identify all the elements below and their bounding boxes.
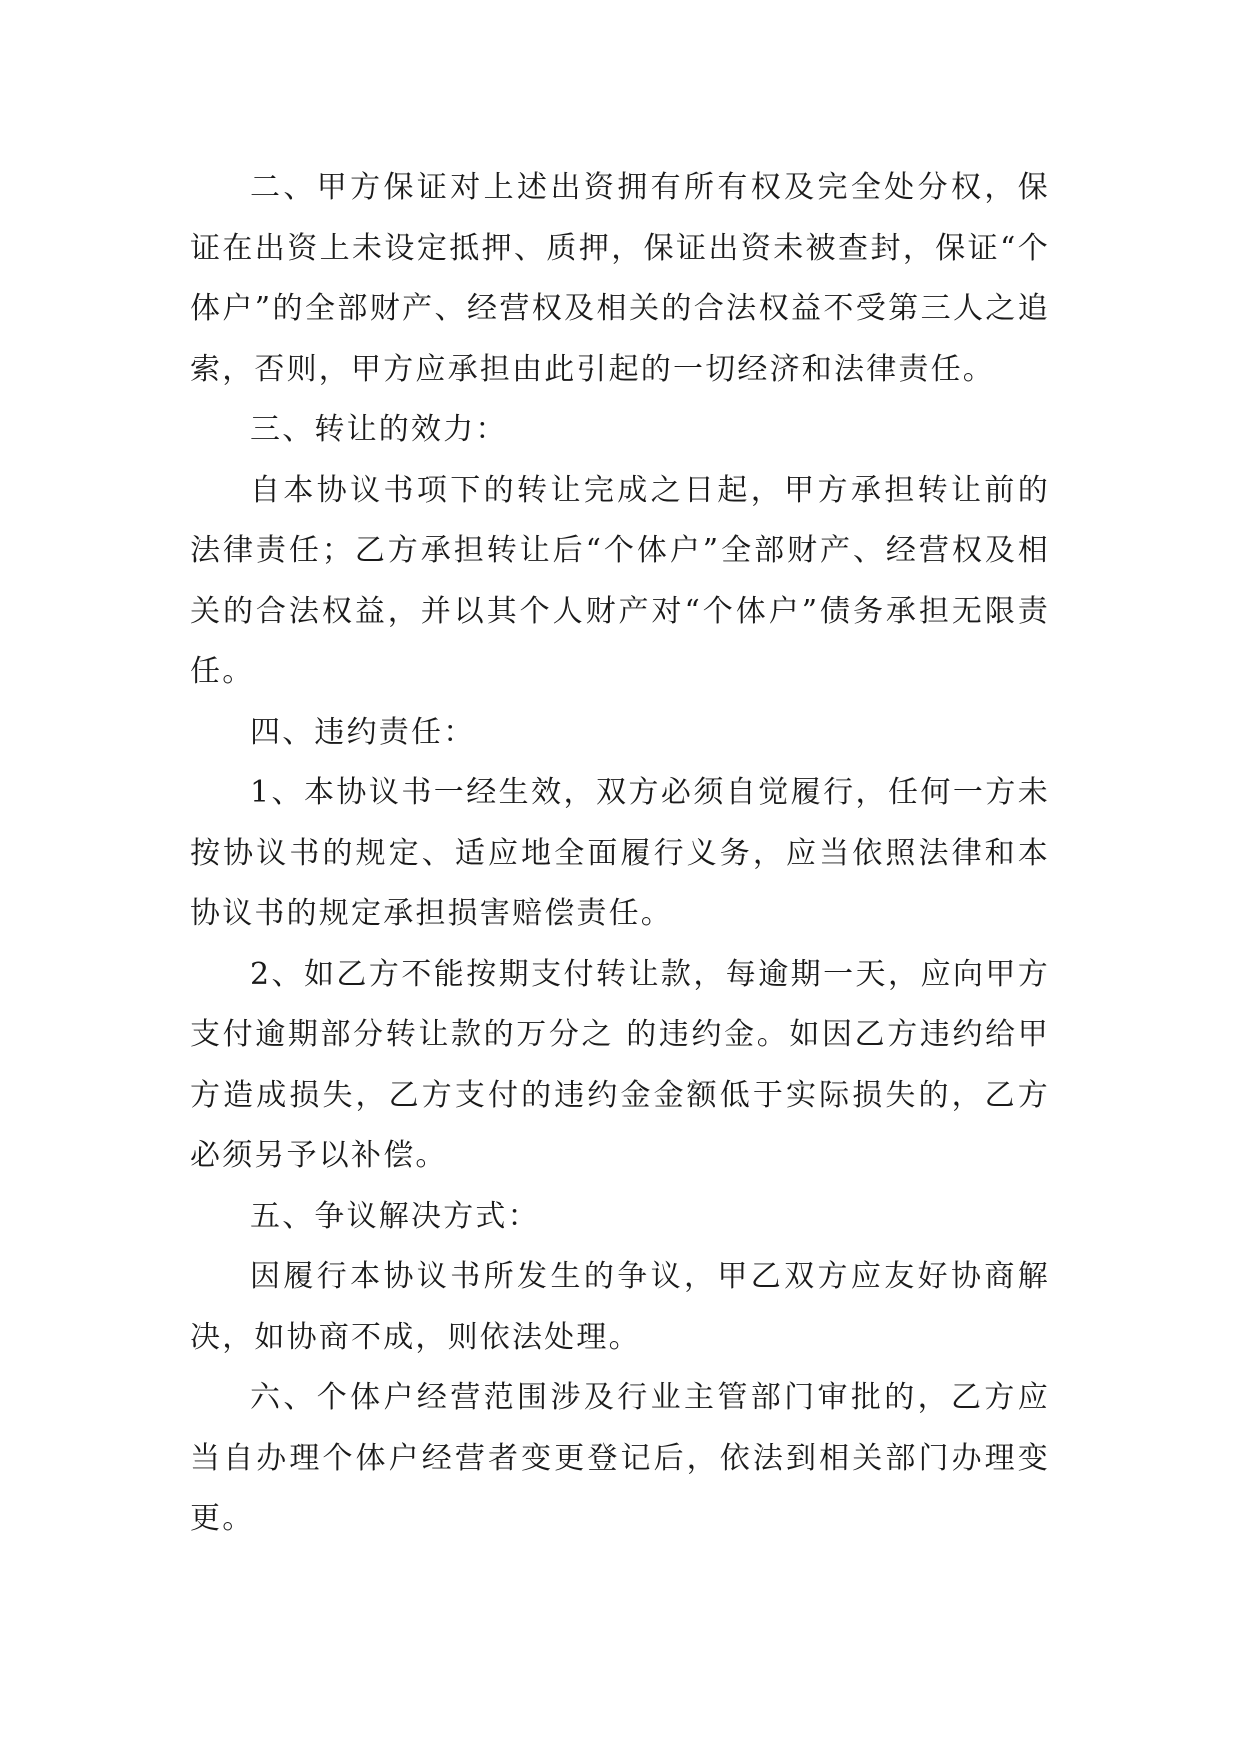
clause-6-license-change: 六、个体户经营范围涉及行业主管部门审批的，乙方应当自办理个体户经营者变更登记后，依法到相关部门办理变更。 <box>190 1380 1050 1536</box>
document-body <box>190 158 1050 1550</box>
clause-5-heading: 五、争议解决方式： <box>250 1198 540 1234</box>
clause-4-heading: 四、违约责任： <box>250 714 476 750</box>
clause-3-heading: 三、转让的效力： <box>250 412 508 447</box>
clause-3-transfer-effect: 自本协议书项下的转让完成之日起，甲方承担转让前的法律责任；乙方承担转让后“个体户”全部财产、经营权及相关的合法权益，并以其个人财产对“个体户”债务承担无限责任。 <box>190 472 1050 689</box>
clause-2-ownership-guarantee: 二、甲方保证对上述出资拥有所有权及完全处分权，保证在出资上未设定抵押、质押，保证出资未被查封，保证“个体户”的全部财产、经营权及相关的合法权益不受第三人之追索，否则，甲方应承担由此引起的一切经济和法律责任。 <box>190 170 1050 387</box>
clause-4-item-2: 2、如乙方不能按期支付转让款，每逾期一天，应向甲方支付逾期部分转让款的万分之 的违约金。如因乙方违约给甲方造成损失，乙方支付的违约金金额低于实际损失的，乙方必须另予以补偿。 <box>190 956 1050 1173</box>
clause-5-dispute-resolution: 因履行本协议书所发生的争议，甲乙双方应友好协商解决，如协商不成，则依法处理。 <box>190 1259 1050 1355</box>
clause-4-item-1: 1、本协议书一经生效，双方必须自觉履行，任何一方未按协议书的规定、适应地全面履行义务，应当依照法律和本协议书的规定承担损害赔偿责任。 <box>190 775 1050 931</box>
